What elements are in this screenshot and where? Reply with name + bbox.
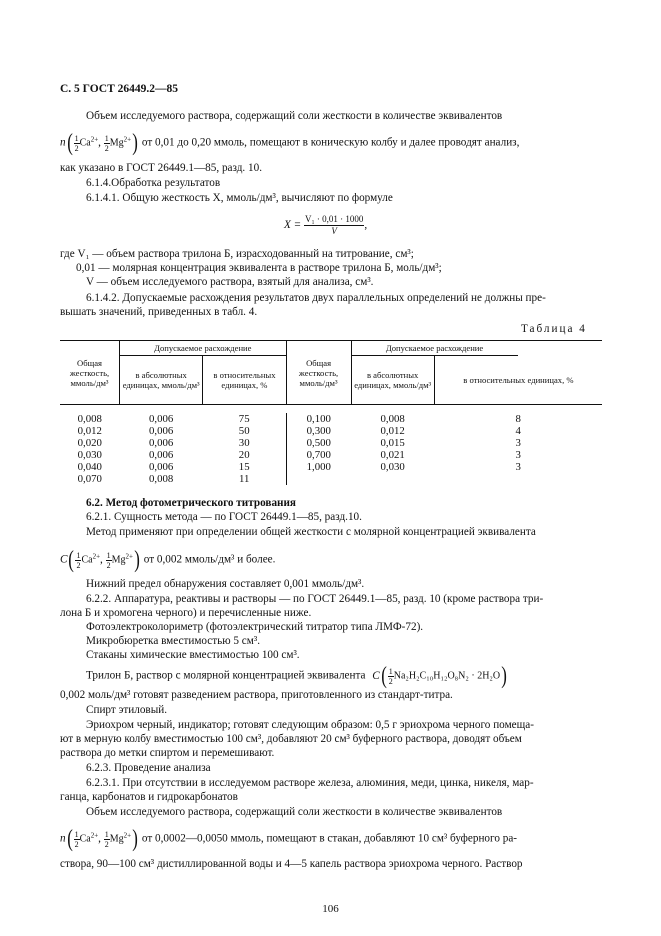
subsection-6-1-4: 6.1.4.Обработка результатов <box>86 177 221 189</box>
table-row: 0,020 0,006 30 0,500 0,015 3 <box>77 437 521 449</box>
fraction-half: $\frac{1}{2}$ <box>74 133 79 153</box>
subsection-6-1-4-2-cont: вышать значений, приведенных в табл. 4. <box>60 306 258 318</box>
reference-text: как указано в ГОСТ 26449.1—85, разд. 10. <box>60 162 263 174</box>
eriochrome-text: Эриохром черный, индикатор; готовят следующим образом: 0,5 г эриохрома черного помеща- <box>86 719 534 731</box>
item-beakers: Стаканы химические вместимостью 100 см³. <box>86 649 300 661</box>
subsection-6-2-3: 6.2.3. Проведение анализа <box>86 762 211 774</box>
formula-line-n-2: n( $\frac{1}{2}$ $Ca^{2+}$, $\frac{1}{2}$ $Mg^{2+}$) от 0,0002—0,0050 ммоль, помещают в стакан, добавляют 10 см³ буферного ра- <box>60 826 518 852</box>
volume-range-text: от 0,01 до 0,20 ммоль, помещают в коническую колбу и далее проводят анализ, <box>141 136 520 149</box>
table-4 <box>60 340 602 485</box>
item-photocolorimeter: Фотоэлектроколориметр (фотоэлектрический титратор типа ЛМФ-72). <box>86 621 424 633</box>
volume-text: Объем исследуемого раствора, содержащий соли жесткости в количестве эквивалентов <box>86 806 503 818</box>
section-6-2-title: 6.2. Метод фотометрического титрования <box>86 497 296 509</box>
method-applied-text: Метод применяют при определении общей жесткости с молярной концентрацией эквивалента <box>86 526 536 538</box>
formula-line-c: C( $\frac{1}{2}$ $Ca^{2+}$, $\frac{1}{2}$ $Mg^{2+}$) от 0,002 ммоль/дм³ и более. <box>60 547 276 573</box>
header-allowed-right: Допускаемое расхождение <box>351 341 518 356</box>
header-abs-left: в абсолютных единицах, ммоль/дм³ <box>120 356 203 405</box>
trilon-line: Трилон Б, раствор с молярной концентрацией эквивалента C( $\frac{1}{2}$ Na₂H₂C₁₀H₁₂O₈N₂ · 2H₂O) <box>86 663 507 689</box>
table-row: 0,008 0,006 75 0,100 0,008 8 <box>77 413 521 425</box>
trilon-prep: 0,002 моль/дм³ готовят разведением раствора, приготовленного из стандарт-титра. <box>60 689 453 701</box>
detection-limit: Нижний предел обнаружения составляет 0,001 ммоль/дм³. <box>86 578 365 590</box>
eriochrome-text-cont: ют в мерную колбу вместимостью 100 см³, добавляют 20 см³ буферного раствора, доводят объем <box>60 733 522 745</box>
subsection-6-2-3-1-cont: ганца, карбонатов и гидрокарбонатов <box>60 791 238 803</box>
header-hardness-left: Общая жесткость, ммоль/дм³ <box>60 341 120 405</box>
subsection-6-1-4-1: 6.1.4.1. Общую жесткость X, ммоль/дм³, вычисляют по формуле <box>86 192 393 204</box>
definition-v: V — объем исследуемого раствора, взятый для анализа, см³. <box>86 276 374 288</box>
hardness-formula: X = $\frac{\text{V₁ · 0,01 · 1000}}{V}$ , <box>284 214 368 236</box>
formula-line-n: n( $\frac{1}{2}$ $Ca^{2+}$, $\frac{1}{2}$ $Mg^{2+}$) от 0,01 до 0,20 ммоль, помещают в коническую колбу и далее проводят анализ, <box>60 130 520 156</box>
item-alcohol: Спирт этиловый. <box>86 704 168 716</box>
page-number: 106 <box>322 903 339 915</box>
header-hardness-right: Общая жесткость, ммоль/дм³ <box>286 341 351 405</box>
table-row: 0,012 0,006 50 0,300 0,012 4 <box>77 425 521 437</box>
header-allowed-left: Допускаемое расхождение <box>120 341 287 356</box>
subsection-6-2-3-1: 6.2.3.1. При отсутствии в исследуемом растворе железа, алюминия, меди, цинка, никеля, мар- <box>86 777 534 789</box>
trilon-formula: Na₂H₂C₁₀H₁₂O₈N₂ · 2H₂O <box>393 670 501 682</box>
table-caption: Таблица 4 <box>521 323 587 335</box>
table-row: 0,040 0,006 15 1,000 0,030 3 <box>77 461 521 473</box>
table-row: 0,070 0,008 11 <box>60 473 602 485</box>
header-rel-left: в относительных единицах, % <box>203 356 286 405</box>
subsection-6-1-4-2: 6.1.4.2. Допускаемые расхождения результатов двух параллельных определений не должны пре- <box>86 292 546 304</box>
page-header: С. 5 ГОСТ 26449.2—85 <box>60 83 179 95</box>
paragraph-volume-intro: Объем исследуемого раствора, содержащий соли жесткости в количестве эквивалентов <box>86 110 503 122</box>
eriochrome-text-end: раствора до метки спиртом и перемешивают. <box>60 747 275 759</box>
ion-mg: Mg <box>109 137 124 149</box>
table-row: 0,030 0,006 20 0,700 0,021 3 <box>77 449 521 461</box>
subsection-6-2-2: 6.2.2. Аппаратура, реактивы и растворы — по ГОСТ 26449.1—85, разд. 10 (кроме раствора три- <box>86 593 544 605</box>
header-rel-right: в относительных единицах, % <box>434 356 602 405</box>
formula-n: n <box>60 136 66 149</box>
subsection-6-2-1: 6.2.1. Сущность метода — по ГОСТ 26449.1—85, разд.10. <box>86 511 362 523</box>
definition-v1: где V₁ — объем раствора трилона Б, израсходованный на титрование, см³; <box>60 248 414 260</box>
definition-concentration: 0,01 — молярная концентрация эквивалента в растворе трилона Б, моль/дм³; <box>76 262 442 274</box>
ion-ca: Ca <box>79 137 91 149</box>
item-microburette: Микробюретка вместимостью 5 см³. <box>86 635 260 647</box>
header-abs-right: в абсолютных единицах, ммоль/дм³ <box>351 356 434 405</box>
subsection-6-2-2-cont: лона Б и хромогена черного) и перечисленные ниже. <box>60 607 312 619</box>
volume-text-end: створа, 90—100 см³ дистиллированной воды и 4—5 капель раствора эриохрома черного. Раствор <box>60 858 523 870</box>
